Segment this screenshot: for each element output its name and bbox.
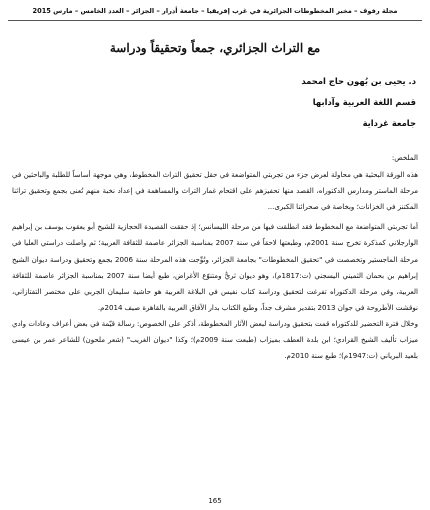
page-number: 165 [208,497,222,505]
body-paragraph-3: وخلال فترة التحضير للدكتوراه قمت بتحقيق ودراسة لبعض الآثار المخطوطة، أذكر على الخصوص: رسالة قيّمة في بعض أعراف وعادات وادي ميزاب تأليف الشيخ القرادي؛ ابن بلدة العطف بميزاب (طبعت سنة 2009م)؛ وكذا "ديوان الغريب" (شعر ملحون) للشاعر عمر بن عيسى بلعيد البرياني (ت:1947م)؛ طبع سنة 2010م. [12,318,418,361]
article-body [12,150,418,364]
running-header: مجلة رفوف – مخبر المخطوطات الجزائرية في غرب إفريقيا – جامعة أدرار – الجزائر – العدد الخامس – مارس 2015 [8,5,422,21]
author-block [120,71,416,134]
body-paragraph-2: أما تجربتي المتواضعة مع المخطوط فقد انطلقت فيها من مرحلة الليسانس؛ إذ حققت القصيدة الحجازية للشيخ أبو يعقوب يوسف بن إبراهيم الوارجلاني كمذكرة تخرج سنة 2001م، وطبعتها لاحقاً في سنة 2007 بمناسبة الجزائر عاصمة للثقافة العربية؛ ثم واصلت دراستي العليا في مرحلة الماجستير وتخصصت في "تحقيق المخطوطات" بجامعة الجزائر، وتُوِّجت هذه المرحلة سنة 2006 بجمع وتحقيق ودراسة ديوان الشيخ إبراهيم بن بحمان الثميني اليسجني (ت:1817م)، وهو ديوان ثريٌّ ومتنوّع الأغراض، طبع أيضا سنة 2007 بمناسبة الجزائر عاصمة للثقافة العربية، وفي مرحلة الدكتوراه تفرغت لتحقيق ودراسة كتاب نفيس في البلاغة العربية هو حاشية سليمان الجربي على مختصر التفتازاني، نوقشت الأطروحة في جوان 2013 بتقدير مشرف جداً، وطبع الكتاب بدار الآفاق العربية بالقاهرة صيف 2014م. [12,222,418,312]
author-university: جامعة غرداية [362,118,416,128]
abstract-label: الملخص: [391,153,418,162]
author-name: د. يحيى بن بُهون حاج امحمد [301,76,416,86]
article-title: مع التراث الجزائري، جمعاً وتحقيقاً ودراسة [109,41,321,55]
author-department: قسم اللغة العربية وآدابها [312,97,416,107]
body-paragraph-1: هذه الورقة البحثية هي محاولة لعرض جزء من تجربتي المتواضعة في حقل تحقيق التراث المخطوط، وهي موجهة أساساً للطلبة والباحثين في مرحلة الماستر ومدارس الدكتوراه، القصد منها تحفيزهم على اقتحام غمار التراث والمساهمة في إعداد نخبة منهم تُعنى بجمع وتحقيق تراثنا المكتنز في الخزانات؛ وبخاصة في صحرائنا الكبرى... [12,170,418,212]
